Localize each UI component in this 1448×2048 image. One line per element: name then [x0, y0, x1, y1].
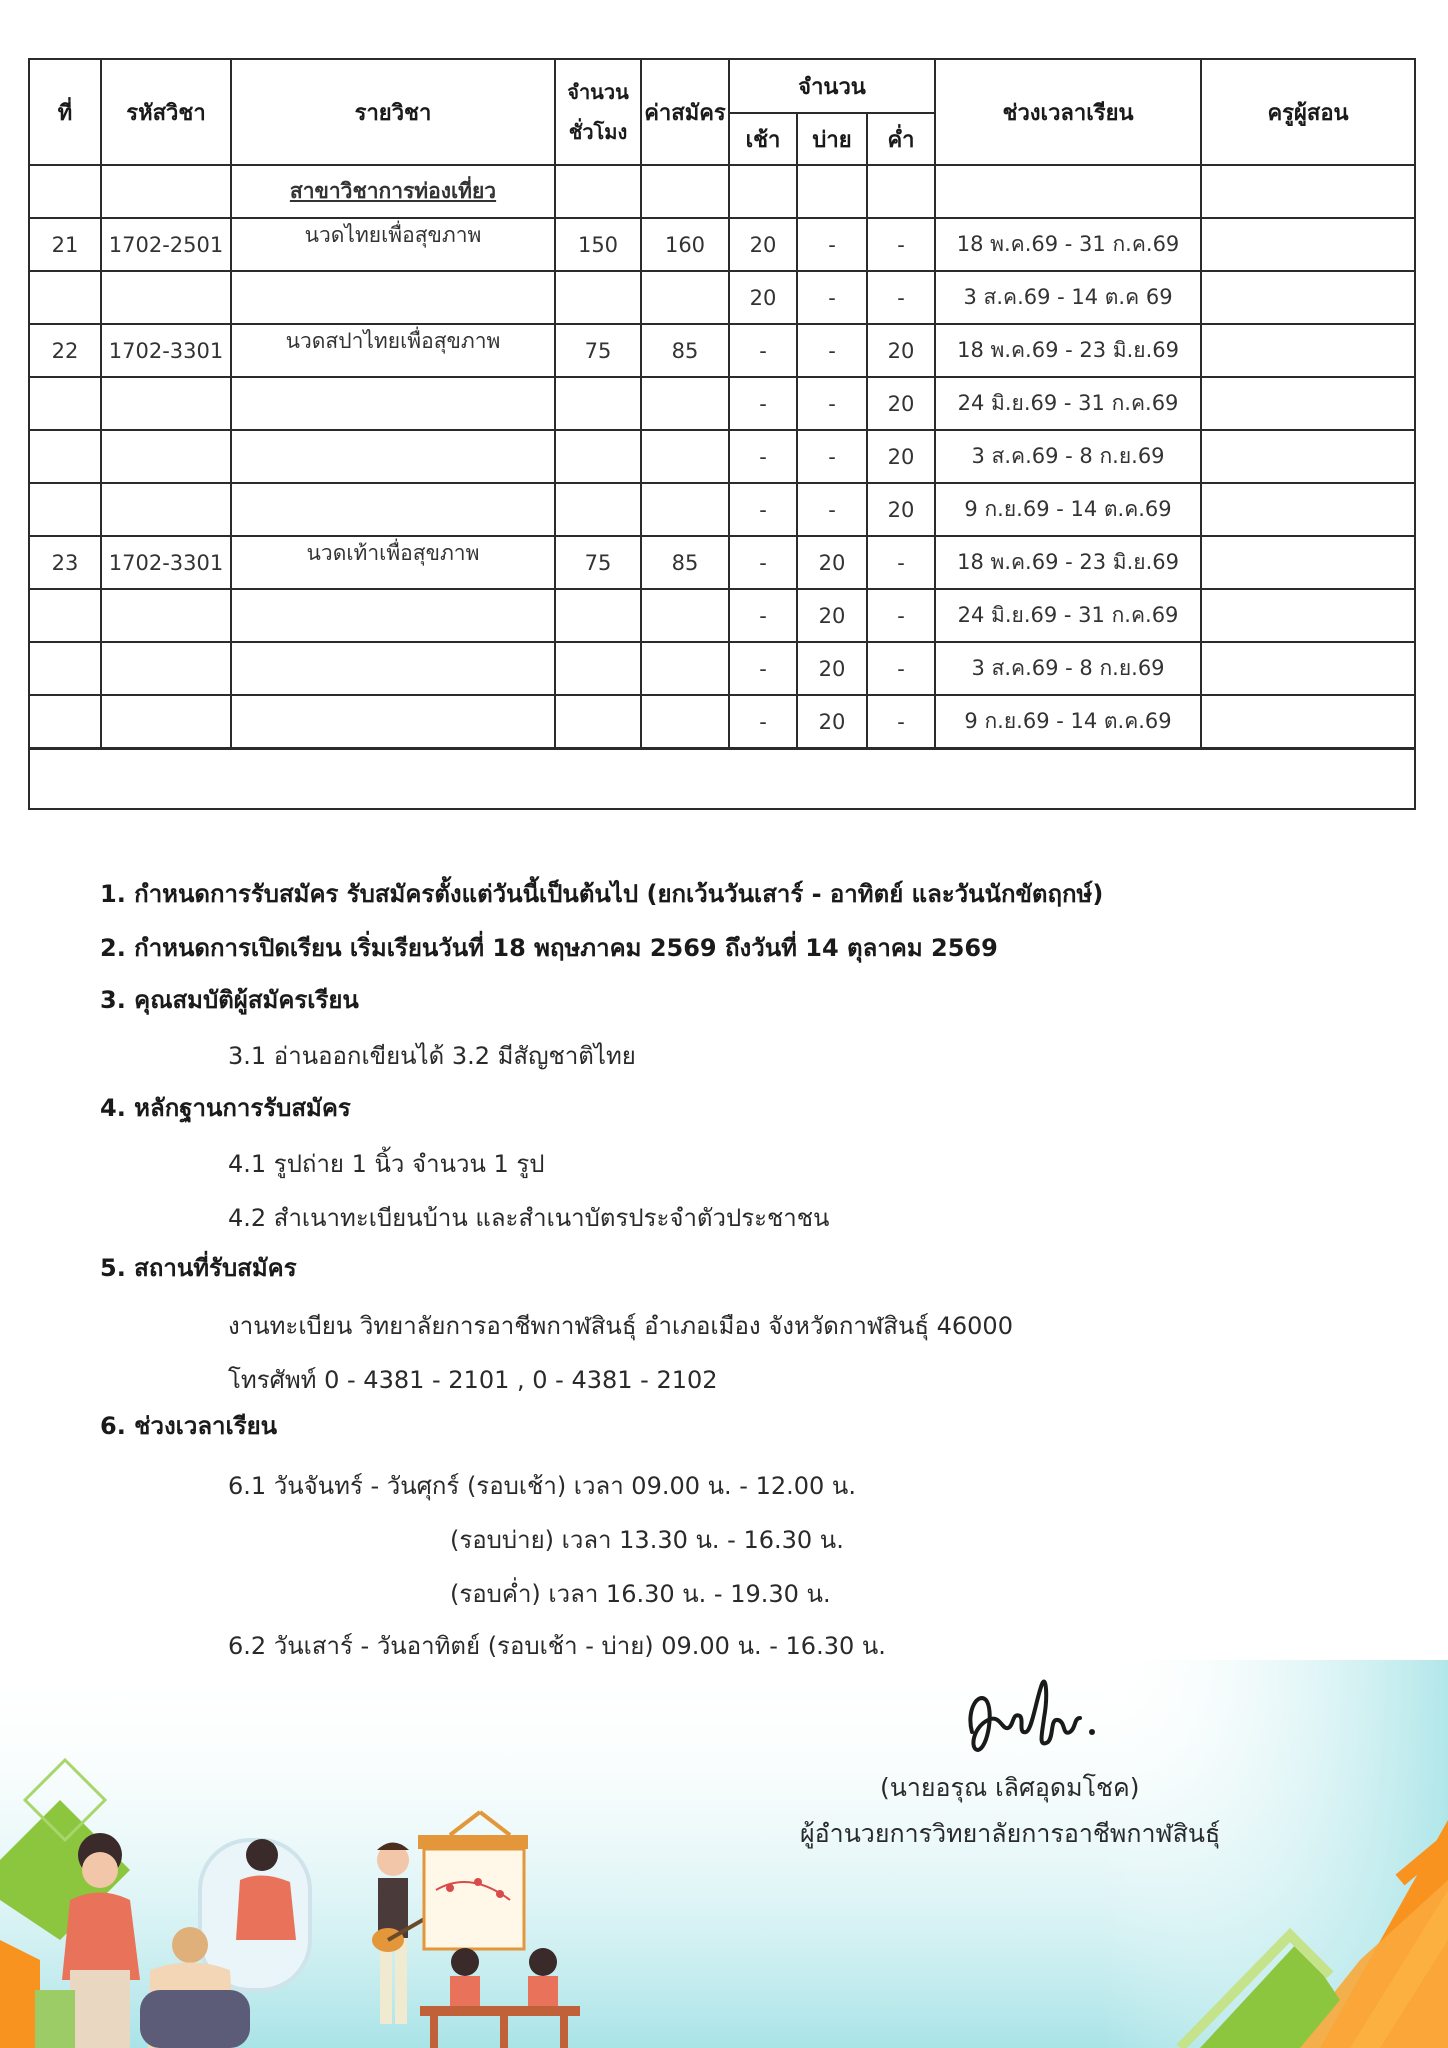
table-row [29, 536, 1415, 589]
students-icon [420, 1948, 580, 2048]
row-period: 24 มิ.ย.69 - 31 ก.ค.69 [935, 589, 1201, 642]
row-evening: - [867, 271, 935, 324]
row-morning: - [729, 642, 797, 695]
category-row [29, 165, 1415, 218]
info-line-6: 6. ช่วงเวลาเรียน [100, 1412, 278, 1440]
row-teacher [1201, 271, 1415, 324]
row-morning: - [729, 324, 797, 377]
row-fee [641, 642, 729, 695]
info-line-5-2: โทรศัพท์ 0 - 4381 - 2101 , 0 - 4381 - 2102 [228, 1366, 718, 1394]
row-teacher [1201, 536, 1415, 589]
row-no: 23 [29, 536, 101, 589]
header-hours-text: จำนวน ชั่วโมง [567, 80, 629, 144]
row-code [101, 642, 231, 695]
course-table-container [28, 58, 1414, 810]
row-no [29, 377, 101, 430]
info-line-6-1b: (รอบบ่าย) เวลา 13.30 น. - 16.30 น. [450, 1526, 844, 1554]
info-line-3: 3. คุณสมบัติผู้สมัครเรียน [100, 986, 359, 1014]
row-afternoon: - [797, 430, 867, 483]
row-subject [231, 377, 555, 430]
row-subject: นวดสปาไทยเพื่อสุขภาพ [231, 324, 555, 377]
row-subject [231, 483, 555, 536]
info-line-2-text: 2. กำหนดการเปิดเรียน เริ่มเรียนวันที่ 18 พฤษภาคม 2569 ถึงวันที่ 14 ตุลาคม 2569 [100, 934, 998, 962]
table-row [29, 218, 1415, 271]
row-fee [641, 430, 729, 483]
table-row [29, 695, 1415, 749]
row-teacher [1201, 642, 1415, 695]
row-afternoon: - [797, 377, 867, 430]
row-afternoon: 20 [797, 536, 867, 589]
row-evening: 20 [867, 377, 935, 430]
row-period: 9 ก.ย.69 - 14 ต.ค.69 [935, 695, 1201, 749]
header-code: รหัสวิชา [101, 59, 231, 165]
header-teacher: ครูผู้สอน [1201, 59, 1415, 165]
table-row [29, 324, 1415, 377]
row-teacher [1201, 589, 1415, 642]
row-evening: - [867, 642, 935, 695]
table-row [29, 271, 1415, 324]
header-period: ช่วงเวลาเรียน [935, 59, 1201, 165]
row-no [29, 642, 101, 695]
row-fee [641, 377, 729, 430]
row-fee: 85 [641, 536, 729, 589]
row-code: 1702-3301 [101, 536, 231, 589]
info-line-4-1: 4.1 รูปถ่าย 1 นิ้ว จำนวน 1 รูป [228, 1150, 545, 1178]
row-hours [555, 695, 641, 749]
table-footer-row [29, 749, 1415, 810]
row-no [29, 271, 101, 324]
row-no [29, 430, 101, 483]
row-morning: - [729, 589, 797, 642]
row-code [101, 430, 231, 483]
header-hours [555, 59, 641, 165]
row-fee [641, 695, 729, 749]
row-fee [641, 483, 729, 536]
table-row [29, 430, 1415, 483]
row-subject [231, 642, 555, 695]
row-teacher [1201, 324, 1415, 377]
row-subject [231, 271, 555, 324]
row-teacher [1201, 695, 1415, 749]
row-fee: 85 [641, 324, 729, 377]
row-afternoon: - [797, 324, 867, 377]
row-evening: - [867, 695, 935, 749]
row-no: 21 [29, 218, 101, 271]
row-morning: 20 [729, 271, 797, 324]
row-morning: - [729, 695, 797, 749]
info-line-6-1c: (รอบค่ำ) เวลา 16.30 น. - 19.30 น. [450, 1580, 831, 1608]
header-evening: ค่ำ [867, 113, 935, 165]
category-label: สาขาวิชาการท่องเที่ยว [231, 165, 555, 218]
header-fee: ค่าสมัคร [641, 59, 729, 165]
info-line-2 [100, 928, 998, 967]
row-code [101, 483, 231, 536]
row-no [29, 483, 101, 536]
row-code [101, 377, 231, 430]
row-evening: 20 [867, 324, 935, 377]
row-morning: 20 [729, 218, 797, 271]
course-table [28, 58, 1416, 810]
row-hours [555, 271, 641, 324]
row-period: 9 ก.ย.69 - 14 ต.ค.69 [935, 483, 1201, 536]
row-evening: - [867, 536, 935, 589]
table-row [29, 483, 1415, 536]
info-line-5: 5. สถานที่รับสมัคร [100, 1254, 297, 1282]
row-afternoon: 20 [797, 589, 867, 642]
header-count: จำนวน [729, 59, 935, 113]
table-row [29, 589, 1415, 642]
info-line-6-1: 6.1 วันจันทร์ - วันศุกร์ (รอบเช้า) เวลา 09.00 น. - 12.00 น. [228, 1472, 856, 1500]
info-line-6-2: 6.2 วันเสาร์ - วันอาทิตย์ (รอบเช้า - บ่าย) 09.00 น. - 16.30 น. [228, 1632, 886, 1660]
row-code: 1702-2501 [101, 218, 231, 271]
row-evening: - [867, 589, 935, 642]
row-subject: นวดเท้าเพื่อสุขภาพ [231, 536, 555, 589]
row-period: 18 พ.ค.69 - 31 ก.ค.69 [935, 218, 1201, 271]
row-hours: 150 [555, 218, 641, 271]
row-period: 3 ส.ค.69 - 14 ต.ค 69 [935, 271, 1201, 324]
row-morning: - [729, 430, 797, 483]
signature-mark [958, 1670, 1108, 1770]
row-hours [555, 430, 641, 483]
music-board-icon [418, 1812, 528, 1949]
row-afternoon: - [797, 218, 867, 271]
signatory-title: ผู้อำนวยการวิทยาลัยการอาชีพกาฬสินธุ์ [800, 1819, 1221, 1848]
header-afternoon: บ่าย [797, 113, 867, 165]
row-period: 24 มิ.ย.69 - 31 ก.ค.69 [935, 377, 1201, 430]
row-hours: 75 [555, 324, 641, 377]
row-afternoon: - [797, 271, 867, 324]
row-hours [555, 483, 641, 536]
row-afternoon: 20 [797, 695, 867, 749]
row-code: 1702-3301 [101, 324, 231, 377]
row-hours [555, 589, 641, 642]
row-teacher [1201, 218, 1415, 271]
info-line-1 [100, 874, 1103, 913]
table-row [29, 642, 1415, 695]
row-evening: - [867, 218, 935, 271]
row-fee: 160 [641, 218, 729, 271]
row-teacher [1201, 483, 1415, 536]
row-subject [231, 589, 555, 642]
row-evening: 20 [867, 430, 935, 483]
row-code [101, 695, 231, 749]
classroom-illustration [0, 1760, 600, 2048]
row-morning: - [729, 483, 797, 536]
row-no [29, 589, 101, 642]
row-hours [555, 377, 641, 430]
salon-figure-icon [35, 1833, 310, 2048]
row-evening: 20 [867, 483, 935, 536]
row-morning: - [729, 377, 797, 430]
row-teacher [1201, 377, 1415, 430]
info-line-5-1: งานทะเบียน วิทยาลัยการอาชีพกาฬสินธุ์ อำเภอเมือง จังหวัดกาฬสินธุ์ 46000 [228, 1312, 1013, 1340]
row-no [29, 695, 101, 749]
row-hours [555, 642, 641, 695]
info-line-1-text: 1. กำหนดการรับสมัคร รับสมัครตั้งแต่วันนี้เป็นต้นไป (ยกเว้นวันเสาร์ - อาทิตย์ และวันนักขัตฤกษ์) [100, 880, 1104, 908]
table-row [29, 377, 1415, 430]
row-no: 22 [29, 324, 101, 377]
row-code [101, 589, 231, 642]
row-subject [231, 430, 555, 483]
header-subject: รายวิชา [231, 59, 555, 165]
signatory-name: (นายอรุณ เลิศอุดมโชค) [880, 1773, 1140, 1802]
row-period: 3 ส.ค.69 - 8 ก.ย.69 [935, 430, 1201, 483]
row-fee [641, 589, 729, 642]
info-line-4-2: 4.2 สำเนาทะเบียนบ้าน และสำเนาบัตรประจำตัวประชาชน [228, 1204, 830, 1232]
row-afternoon: - [797, 483, 867, 536]
row-subject: นวดไทยเพื่อสุขภาพ [231, 218, 555, 271]
row-afternoon: 20 [797, 642, 867, 695]
row-period: 3 ส.ค.69 - 8 ก.ย.69 [935, 642, 1201, 695]
row-fee [641, 271, 729, 324]
info-line-3-1: 3.1 อ่านออกเขียนได้ 3.2 มีสัญชาติไทย [228, 1042, 636, 1070]
row-teacher [1201, 430, 1415, 483]
row-morning: - [729, 536, 797, 589]
info-line-4: 4. หลักฐานการรับสมัคร [100, 1094, 351, 1122]
row-period: 18 พ.ค.69 - 23 มิ.ย.69 [935, 324, 1201, 377]
row-code [101, 271, 231, 324]
header-morning: เช้า [729, 113, 797, 165]
header-no: ที่ [29, 59, 101, 165]
row-subject [231, 695, 555, 749]
row-hours: 75 [555, 536, 641, 589]
row-period: 18 พ.ค.69 - 23 มิ.ย.69 [935, 536, 1201, 589]
